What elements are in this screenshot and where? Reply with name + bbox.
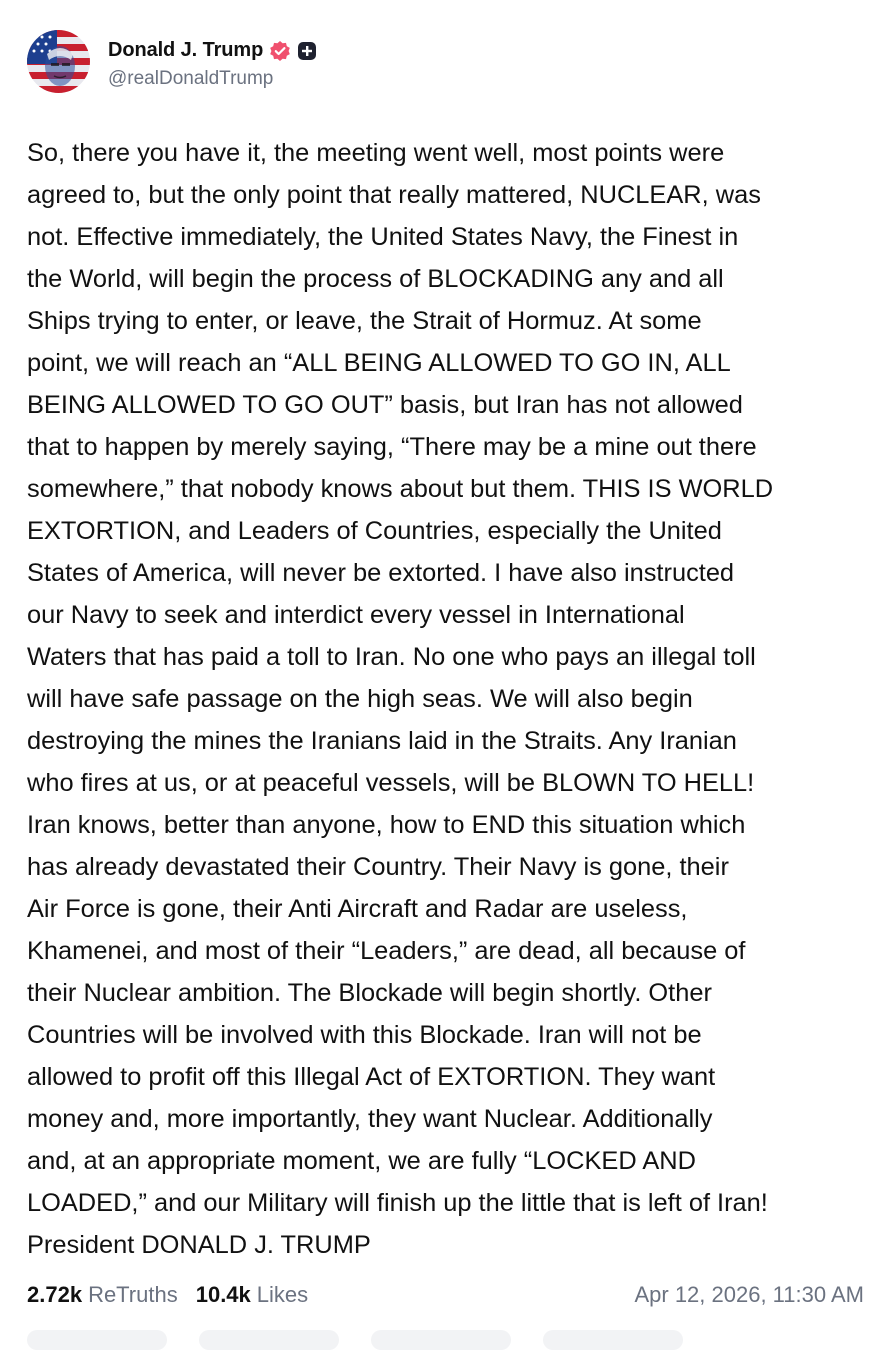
like-button[interactable] [371, 1330, 511, 1350]
reply-button[interactable] [27, 1330, 167, 1350]
post-footer [27, 1278, 864, 1312]
user-names [108, 34, 317, 90]
post-header [27, 30, 317, 93]
likes-stat[interactable] [196, 1282, 308, 1308]
verified-badge-icon [269, 40, 291, 62]
avatar-image [27, 30, 90, 93]
likes-count: 10.4k [195, 1282, 251, 1307]
plus-badge-icon [297, 41, 317, 61]
retruths-label: ReTruths [88, 1282, 178, 1307]
post-timestamp[interactable]: Apr 12, 2026, 11:30 AM [634, 1282, 864, 1307]
display-name[interactable]: Donald J. Trump [108, 39, 264, 61]
retruth-button[interactable] [199, 1330, 339, 1350]
share-button[interactable] [543, 1330, 683, 1350]
retruths-count: 2.72k [27, 1282, 83, 1307]
retruths-stat[interactable] [27, 1282, 178, 1308]
post-text: So, there you have it, the meeting went well, most points were agreed to, but the only point that really mattered, NUCLEAR, was not. Effective immediately, the United States Navy, the Finest in the World, will begin the process of BLOCKADING any and all Ships trying to enter, or leave, the Strait of Hormuz. At some point, we will reach an “ALL BEING ALLOWED TO GO IN, ALL BEING ALLOWED TO GO OUT” basis, but Iran has not allowed that to happen by merely saying, “There may be a mine out there somewhere,” that nobody knows about but them. THIS IS WORLD EXTORTION, and Leaders of Countries, especially the United States of America, will never be extorted. I have also instructed our Navy to seek and interdict every vessel in International Waters that has paid a toll to Iran. No one who pays an illegal toll will have safe passage on the high seas. We will also begin destroying the mines the Iranians laid in the Straits. Any Iranian who fires at us, or at peaceful vessels, will be BLOWN TO HELL! Iran knows, better than anyone, how to END this situation which has already devastated their Country. Their Navy is gone, their Air Force is gone, their Anti Aircraft and Radar are useless, Khamenei, and most of their “Leaders,” are dead, all because of their Nuclear ambition. The Blockade will begin shortly. Other Countries will be involved with this Blockade. Iran will not be allowed to profit off this Illegal Act of EXTORTION. They want money and, more importantly, they want Nuclear. Additionally and, at an appropriate moment, we are fully “LOCKED AND LOADED,” and our Military will finish up the little that is left of Iran! President DONALD J. TRUMP [27, 139, 774, 1259]
avatar[interactable] [27, 30, 90, 93]
action-bar [27, 1330, 715, 1350]
name-row [108, 34, 317, 68]
likes-label: Likes [256, 1282, 309, 1307]
user-handle[interactable]: @realDonaldTrump [108, 67, 274, 89]
